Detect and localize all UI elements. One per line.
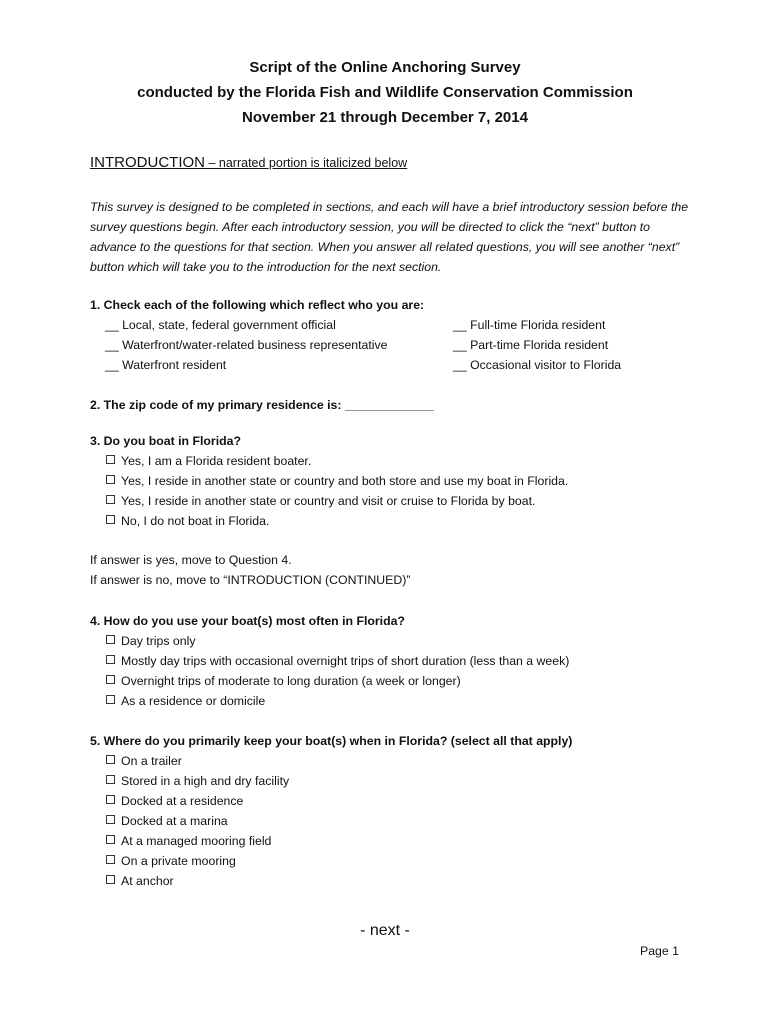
q4-option[interactable] (106, 694, 265, 708)
q4-option-label: Overnight trips of moderate to long duration (a week or longer) (121, 674, 461, 688)
checkbox-icon[interactable] (106, 495, 115, 504)
page-number: Page 1 (640, 944, 679, 958)
q1-option-business[interactable]: __ Waterfront/water-related business representative (105, 338, 388, 352)
q5-option[interactable] (106, 774, 289, 788)
document-dates: November 21 through December 7, 2014 (242, 109, 528, 126)
q4-option-label: As a residence or domicile (121, 694, 266, 708)
checkbox-icon[interactable] (106, 755, 115, 764)
q1-option-waterfront-resident[interactable]: __ Waterfront resident (105, 358, 227, 372)
question-5-label: 5. Where do you primarily keep your boat(s) when in Florida? (select all that apply) (90, 734, 573, 748)
q5-option[interactable] (106, 754, 182, 768)
q5-option[interactable] (106, 814, 228, 828)
introduction-heading-text: INTRODUCTION (90, 154, 205, 171)
introduction-text: This survey is designed to be completed in sections, and each will have a brief introductory session before the survey questions begin. After each introductory session, you will be directed to click the “next” button to advance to the questions for that section. When you answer all related questions, you will see another “next” button which will take you to the introduction for the next section. (90, 200, 689, 274)
q4-option-label: Mostly day trips with occasional overnight trips of short duration (less than a week) (121, 654, 570, 668)
q5-option-label: At anchor (121, 874, 174, 888)
checkbox-icon[interactable] (106, 855, 115, 864)
q4-option[interactable] (106, 634, 196, 648)
document-subtitle: conducted by the Florida Fish and Wildlife Conservation Commission (137, 84, 633, 101)
q5-option-label: Docked at a marina (121, 814, 228, 828)
checkbox-icon[interactable] (106, 815, 115, 824)
question-1-label: 1. Check each of the following which reflect who you are: (90, 298, 425, 312)
q3-option[interactable] (106, 474, 568, 488)
question-4-label: 4. How do you use your boat(s) most often in Florida? (90, 614, 405, 628)
checkbox-icon[interactable] (106, 875, 115, 884)
q5-option[interactable] (106, 834, 271, 848)
checkbox-icon[interactable] (106, 635, 115, 644)
next-button[interactable]: - next - (360, 922, 410, 939)
q3-note-no: If answer is no, move to “INTRODUCTION (CONTINUED)” (90, 573, 411, 587)
q3-option[interactable] (106, 454, 311, 468)
checkbox-icon[interactable] (106, 455, 115, 464)
q1-option-parttime-resident[interactable]: __ Part-time Florida resident (453, 338, 609, 352)
q1-option-occasional-visitor[interactable]: __ Occasional visitor to Florida (453, 358, 622, 372)
q4-option-label: Day trips only (121, 634, 196, 648)
q4-option[interactable] (106, 674, 461, 688)
q3-option[interactable] (106, 494, 535, 508)
q5-option-label: Stored in a high and dry facility (121, 774, 290, 788)
question-3-label: 3. Do you boat in Florida? (90, 434, 241, 448)
q3-note-yes: If answer is yes, move to Question 4. (90, 553, 292, 567)
document-title: Script of the Online Anchoring Survey (249, 59, 521, 76)
checkbox-icon[interactable] (106, 795, 115, 804)
q4-option[interactable] (106, 654, 569, 668)
q3-option-label: Yes, I reside in another state or country and both store and use my boat in Florida. (121, 474, 569, 488)
q5-option[interactable] (106, 874, 174, 888)
q3-option-label: Yes, I reside in another state or country and visit or cruise to Florida by boat. (121, 494, 536, 508)
question-2-label: 2. The zip code of my primary residence is: _____________ (90, 398, 434, 412)
checkbox-icon[interactable] (106, 475, 115, 484)
checkbox-icon[interactable] (106, 515, 115, 524)
checkbox-icon[interactable] (106, 835, 115, 844)
checkbox-icon[interactable] (106, 655, 115, 664)
q5-option-label: On a trailer (121, 754, 182, 768)
q3-option[interactable] (106, 514, 269, 528)
q3-option-label: No, I do not boat in Florida. (121, 514, 270, 528)
q5-option-label: Docked at a residence (121, 794, 244, 808)
q1-option-government[interactable]: __ Local, state, federal government official (105, 318, 336, 332)
q1-option-fulltime-resident[interactable]: __ Full-time Florida resident (453, 318, 606, 332)
q5-option-label: On a private mooring (121, 854, 236, 868)
checkbox-icon[interactable] (106, 775, 115, 784)
q5-option[interactable] (106, 854, 236, 868)
checkbox-icon[interactable] (106, 695, 115, 704)
q3-option-label: Yes, I am a Florida resident boater. (121, 454, 312, 468)
introduction-heading (90, 154, 407, 171)
q5-option[interactable] (106, 794, 243, 808)
introduction-heading-note: – narrated portion is italicized below (205, 156, 408, 170)
checkbox-icon[interactable] (106, 675, 115, 684)
q5-option-label: At a managed mooring field (121, 834, 272, 848)
